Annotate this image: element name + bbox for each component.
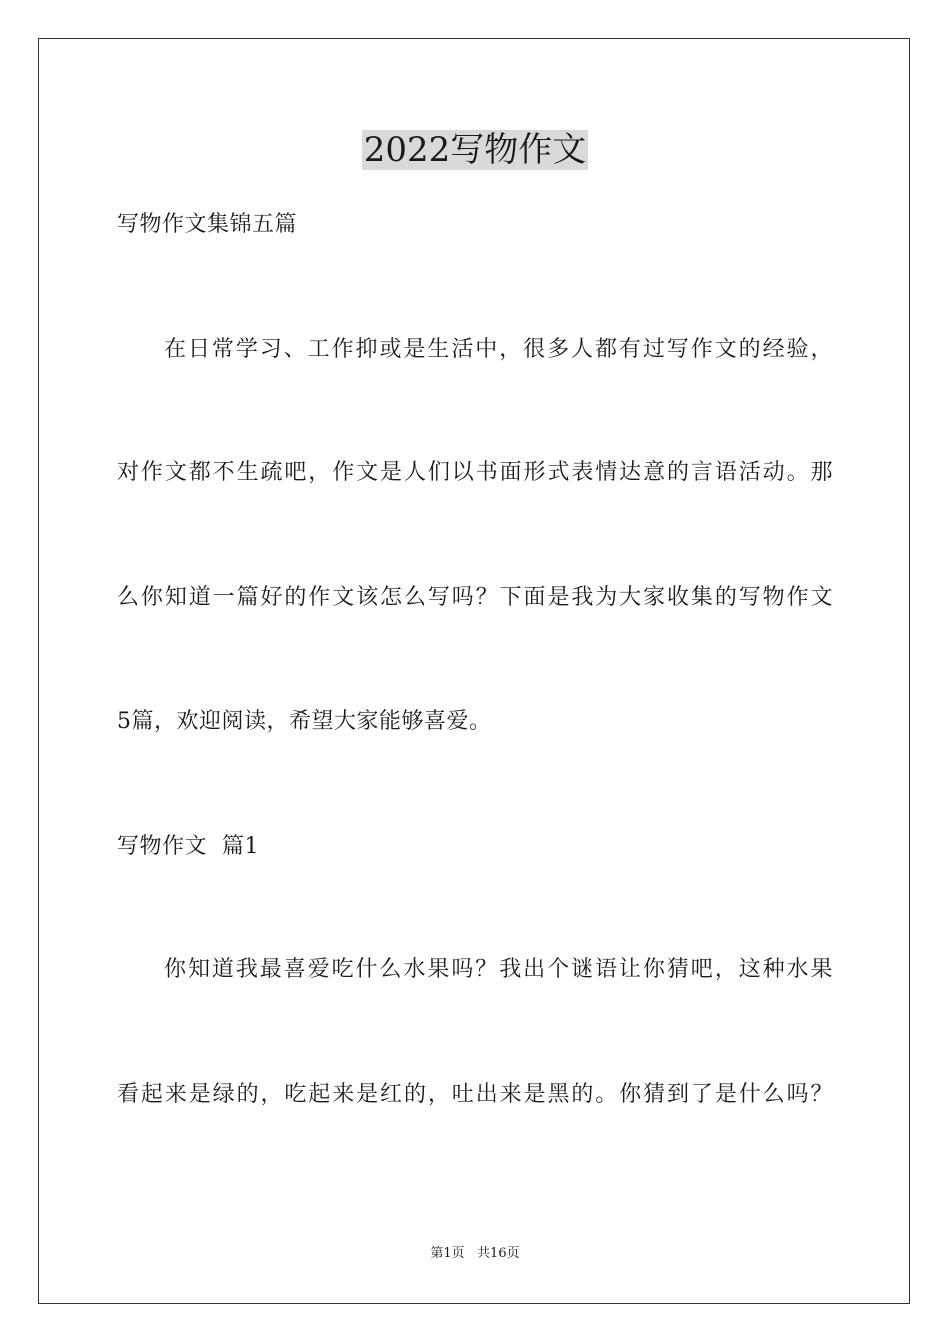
essay-line: 你知道我最喜爱吃什么水果吗？我出个谜语让你猜吧，这种水果 bbox=[164, 957, 833, 982]
intro-line: 对作文都不生疏吧，作文是人们以书面形式表情达意的言语活动。那 bbox=[117, 460, 833, 485]
intro-line: 5篇，欢迎阅读，希望大家能够喜爱。 bbox=[117, 709, 492, 734]
document-title-text: 2022写物作文 bbox=[363, 130, 587, 170]
intro-line: 么你知道一篇好的作文该怎么写吗？下面是我为大家收集的写物作文 bbox=[117, 585, 833, 610]
page-number-footer: 第1页 共16页 bbox=[430, 1246, 520, 1261]
section-heading: 写物作文 篇1 bbox=[117, 834, 259, 859]
document-subtitle: 写物作文集锦五篇 bbox=[117, 212, 298, 237]
document-title bbox=[0, 128, 950, 172]
intro-line: 在日常学习、工作抑或是生活中，很多人都有过写作文的经验， bbox=[164, 337, 833, 362]
essay-line: 看起来是绿的，吃起来是红的，吐出来是黑的。你猜到了是什么吗？ bbox=[117, 1082, 833, 1107]
